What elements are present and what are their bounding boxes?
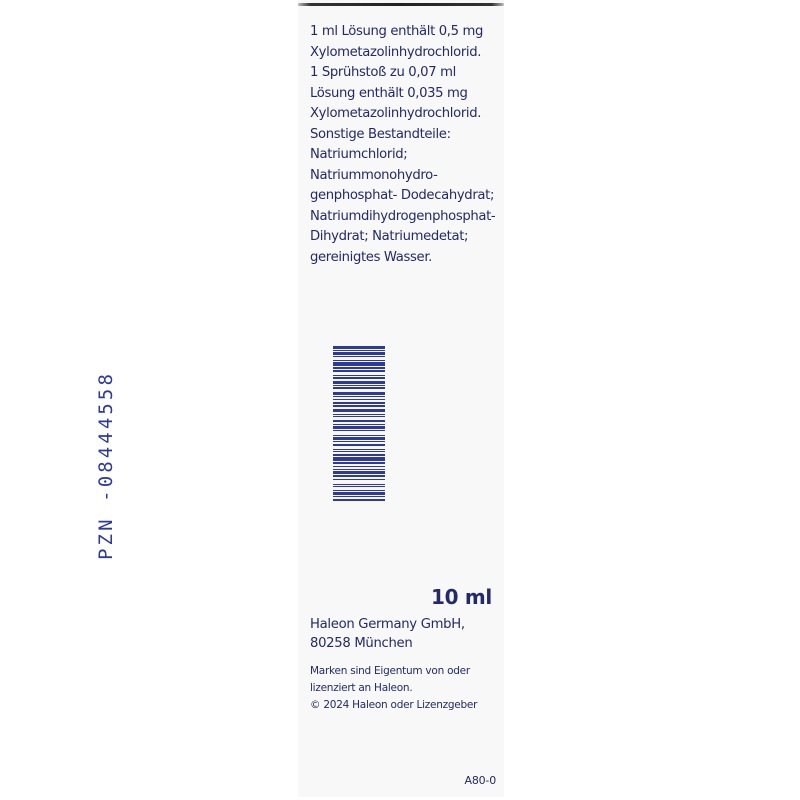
- barcode-bar: [333, 402, 385, 403]
- barcode-bar: [333, 479, 385, 480]
- barcode-bar: [333, 451, 385, 452]
- barcode-bar: [333, 405, 385, 408]
- ingredients-line: 1 ml Lösung enthält 0,5 mg: [310, 24, 484, 39]
- barcode-bar: [333, 437, 385, 440]
- package-side-panel: [298, 0, 504, 797]
- barcode-bar: [333, 466, 385, 467]
- barcode-bar: [333, 492, 385, 495]
- barcode-bar: [333, 490, 385, 491]
- trademark-notice: [310, 663, 477, 714]
- barcode-bar: [333, 430, 385, 431]
- barcode-bar: [333, 496, 385, 497]
- barcode-bar: [333, 426, 385, 429]
- barcode-bar: [333, 457, 385, 461]
- ingredients-line: Sonstige Bestandteile:: [310, 126, 451, 142]
- ingredients-line: gereinigtes Wasser.: [310, 249, 433, 265]
- barcode-bar: [333, 424, 385, 425]
- barcode-bar: [333, 350, 385, 351]
- barcode-bar: [333, 399, 385, 400]
- barcode-bar: [333, 441, 385, 442]
- barcode-bar: [333, 375, 385, 376]
- barcode-bar: [333, 352, 385, 355]
- barcode-bar: [333, 414, 385, 415]
- manufacturer-line: Haleon Germany GmbH,: [310, 617, 465, 632]
- ingredients-line: Natriumchlorid;: [310, 147, 408, 162]
- ingredients-line: Natriumdihydrogenphosphat-: [310, 208, 496, 224]
- barcode-bar: [333, 486, 385, 487]
- barcode-bar: [333, 346, 385, 349]
- ingredients-line: Xylometazolinhydrochlorid.: [310, 44, 482, 60]
- volume-label: 10 ml: [431, 585, 492, 609]
- barcode-bar: [333, 454, 385, 457]
- barcode-bars: [333, 346, 385, 561]
- barcode-bar: [333, 385, 385, 386]
- manufacturer-address: [310, 615, 465, 653]
- barcode-bar: [333, 367, 385, 368]
- ingredients-line: 1 Sprühstoß zu 0,07 ml: [310, 65, 456, 80]
- barcode-bar: [333, 381, 385, 384]
- ingredients-line: genphosphat- Dodecahydrat;: [310, 188, 495, 203]
- ingredients-line: Lösung enthält 0,035 mg: [310, 85, 468, 101]
- barcode-bar: [333, 409, 385, 413]
- ingredients-line: Natriummonohydro-: [310, 167, 438, 183]
- barcode-bar: [333, 362, 385, 366]
- barcode-bar: [333, 462, 385, 463]
- trademark-line: © 2024 Haleon oder Lizenzgeber: [310, 699, 478, 711]
- pzn-barcode: [333, 346, 385, 561]
- barcode-bar: [333, 484, 385, 485]
- barcode-bar: [333, 469, 385, 470]
- barcode-bar: [333, 370, 385, 373]
- barcode-bar: [333, 444, 385, 447]
- barcode-bar: [333, 435, 385, 436]
- package-top-edge: [298, 3, 504, 6]
- ingredients-text: [310, 22, 506, 268]
- barcode-bar: [333, 396, 385, 397]
- barcode-bar: [333, 377, 385, 378]
- barcode-bar: [333, 356, 385, 357]
- trademark-line: lizenziert an Haleon.: [310, 682, 413, 694]
- barcode-bar: [333, 416, 385, 417]
- trademark-line: Marken sind Eigentum von oder: [310, 665, 470, 677]
- barcode-bar: [333, 471, 385, 474]
- barcode-bar: [333, 360, 385, 361]
- ingredients-line: Dihydrat; Natriumedetat;: [310, 229, 469, 244]
- manufacturer-line: 80258 München: [310, 636, 413, 651]
- barcode-bar: [333, 475, 385, 478]
- barcode-bar: [333, 499, 385, 502]
- barcode-bar: [333, 392, 385, 395]
- barcode-bar: [333, 449, 385, 450]
- pzn-number: PZN -08444558: [95, 370, 117, 560]
- ingredients-line: Xylometazolinhydrochlorid.: [310, 106, 482, 121]
- print-code: A80-0: [464, 774, 496, 787]
- barcode-bar: [333, 420, 385, 423]
- barcode-bar: [333, 387, 385, 388]
